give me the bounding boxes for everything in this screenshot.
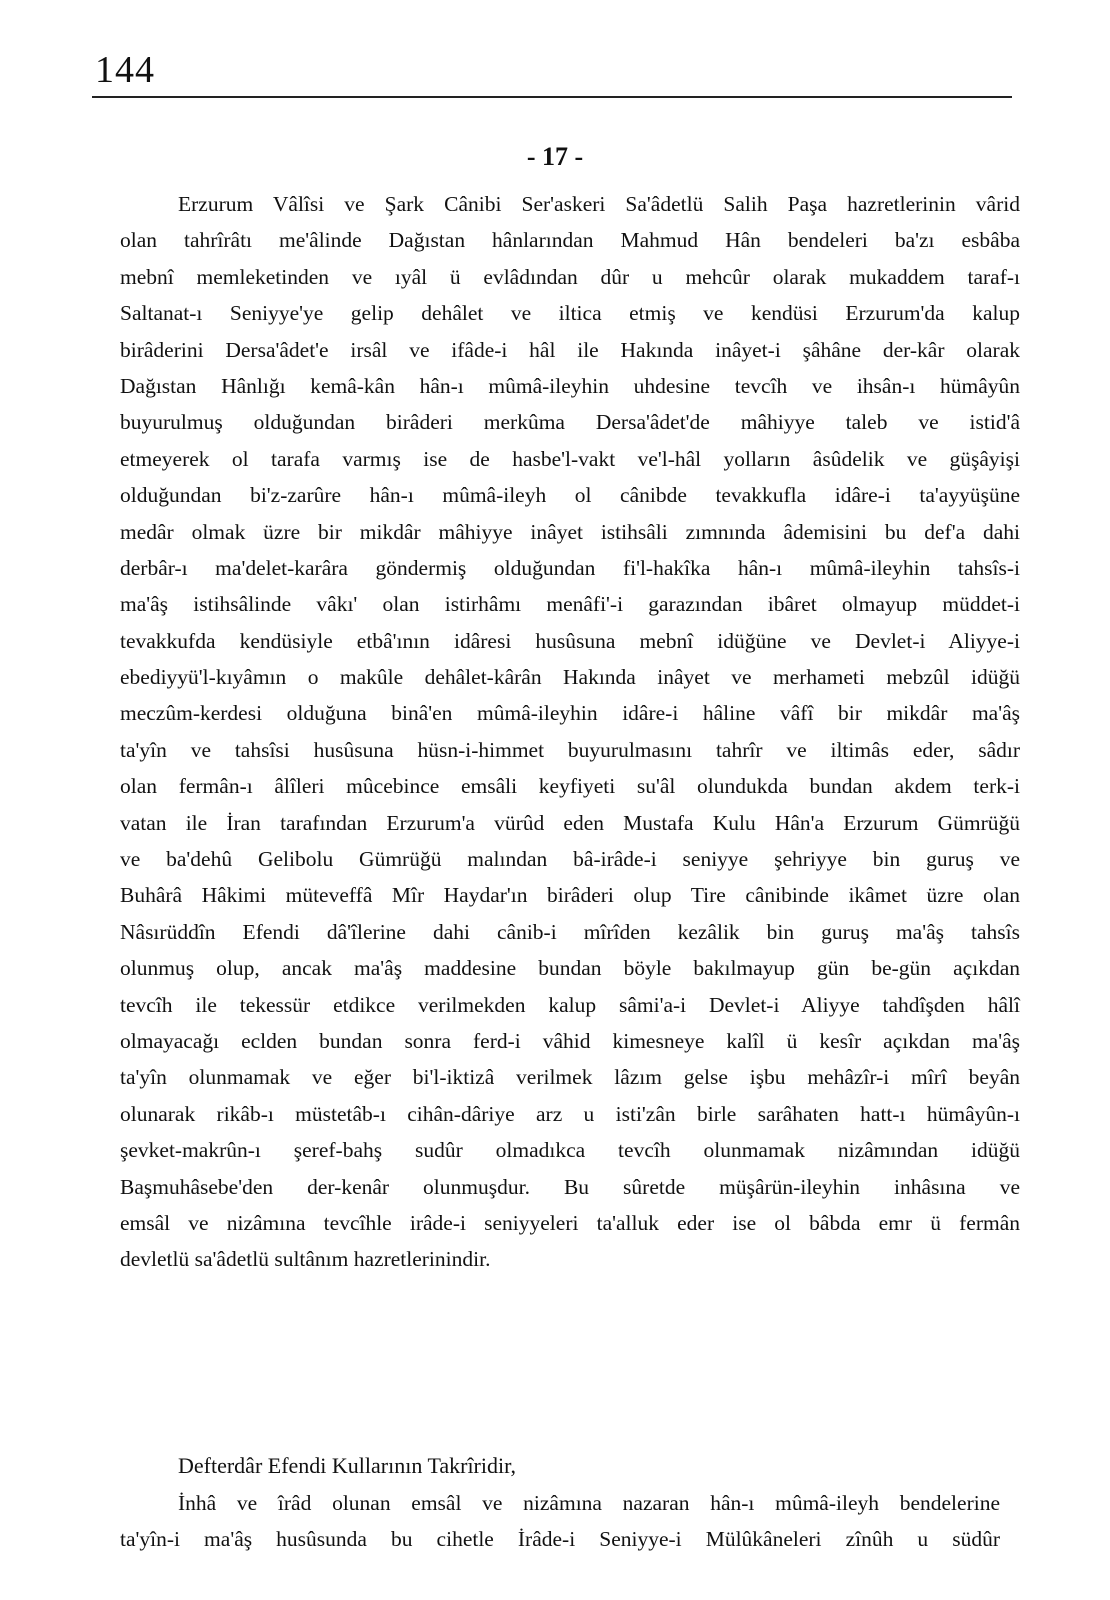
text-line: olunarak rikâb-ı müstetâb-ı cihân-dâriye arz u isti'zân birle sarâhaten hatt-ı hümâyûn-ı [120,1101,1020,1126]
text-line: Dağıstan Hânlığı kemâ-kân hân-ı mûmâ-ileyhin uhdesine tevcîh ve ihsân-ı hümâyûn [120,373,1020,398]
text-line: olan fermân-ı âlîleri mûcebince emsâli keyfiyeti su'âl olundukda bundan akdem terk-i [120,774,1020,799]
text-line: Saltanat-ı Seniyye'ye gelip dehâlet ve iltica etmiş ve kendüsi Erzurum'da kalup [120,301,1020,326]
text-line: ma'âş istihsâlinde vâkı' olan istirhâmı menâfi'-i garazından ibâret olmayup müddet-i [120,592,1020,617]
text-line: emsâl ve nizâmına tevcîhle irâde-i seniyyeleri ta'alluk eder ise ol bâbda emr ü fermân [120,1210,1020,1235]
section-number: - 17 - [526,142,584,171]
text-line: İnhâ ve îrâd olunan emsâl ve nizâmına nazaran hân-ı mûmâ-ileyh bendelerine [178,1491,1000,1515]
takrir-title: Defterdâr Efendi Kullarının Takrîridir, [178,1453,517,1478]
text-line: mebnî memleketinden ve ıyâl ü evlâdından dûr u mehcûr olarak mukaddem taraf-ı [120,264,1020,289]
text-line: şevket-makrûn-ı şeref-bahş sudûr olmadıkca tevcîh olunmamak nizâmından idüğü [120,1138,1020,1163]
text-line: Başmuhâsebe'den der-kenâr olunmuşdur. Bu sûretde müşârün-ileyhin inhâsına ve [120,1174,1020,1199]
text-line: olan tahrîrâtı me'âlinde Dağıstan hânlarından Mahmud Hân bendeleri ba'zı esbâba [120,228,1020,253]
text-line: meczûm-kerdesi olduğuna binâ'en mûmâ-ileyhin idâre-i hâline vâfî bir mikdâr ma'âş [120,701,1020,726]
text-line: ve ba'dehû Gelibolu Gümrüğü malından bâ-irâde-i seniyye şehriyye bin guruş ve [120,847,1020,872]
text-line: devletlü sa'âdetlü sultânım hazretlerinindir. [120,1247,491,1272]
text-line: birâderini Dersa'âdet'e irsâl ve ifâde-i hâl ile Hakında inâyet-i şâhâne der-kâr olarak [120,337,1020,362]
text-line: tevakkufda kendüsiyle etbâ'ının idâresi husûsuna mebnî idüğüne ve Devlet-i Aliyye-i [120,628,1020,653]
text-line: Erzurum Vâlîsi ve Şark Cânibi Ser'askeri Sa'âdetlü Salih Paşa hazretlerinin vârid [178,192,1020,216]
text-line: buyurulmuş olduğundan birâderi merkûma Dersa'âdet'de mâhiyye taleb ve istid'â [120,410,1020,435]
text-line: medâr olmak üzre bir mikdâr mâhiyye inâyet istihsâli zımnında âdemisini bu def'a dahi [120,519,1020,544]
text-line: olduğundan bi'z-zarûre hân-ı mûmâ-ileyh ol cânibde tevakkufla idâre-i ta'ayyüşüne [120,483,1020,508]
text-line: olmayacağı eclden bundan sonra ferd-i vâhid kimesneye kalîl ü kesîr açıkdan ma'âş [120,1028,1020,1053]
main-paragraph [120,186,1020,1278]
text-line: vatan ile İran tarafından Erzurum'a vürûd eden Mustafa Kulu Hân'a Erzurum Gümrüğü [120,810,1020,835]
header-rule [92,96,1012,98]
text-line: etmeyerek ol tarafa varmış ise de hasbe'l-vakt ve'l-hâl yolların âsûdelik ve güşâyişi [120,446,1020,471]
text-line: ebediyyü'l-kıyâmın o makûle dehâlet-kârân Hakında inâyet ve merhameti mebzûl idüğü [120,665,1020,690]
text-line: Buhârâ Hâkimi müteveffâ Mîr Haydar'ın birâderi olup Tire cânibinde ikâmet üzre olan [120,883,1020,908]
text-line: ta'yîn ve tahsîsi husûsuna hüsn-i-himmet buyurulmasını tahrîr ve iltimâs eder, sâdır [120,737,1020,762]
takrir-paragraph [120,1485,1000,1558]
text-line: tevcîh ile tekessür etdikce verilmekden kalup sâmi'a-i Devlet-i Aliyye tahdîşden hâlî [120,992,1020,1017]
text-line: ta'yîn-i ma'âş husûsunda bu cihetle İrâde-i Seniyye-i Mülûkâneleri zînûh u südûr [120,1527,1000,1552]
page-number: 144 [95,49,155,91]
text-line: derbâr-ı ma'delet-karâra göndermiş olduğundan fi'l-hakîka hân-ı mûmâ-ileyhin tahsîs-i [120,555,1020,580]
text-line: ta'yîn olunmamak ve eğer bi'l-iktizâ verilmek lâzım gelse işbu mehâzîr-i mîrî beyân [120,1065,1020,1090]
text-line: Nâsırüddîn Efendi dâ'îlerine dahi cânib-i mîrîden kezâlik bin guruş ma'âş tahsîs [120,919,1020,944]
text-line: olunmuş olup, ancak ma'âş maddesine bundan böyle bakılmayup gün be-gün açıkdan [120,956,1020,981]
